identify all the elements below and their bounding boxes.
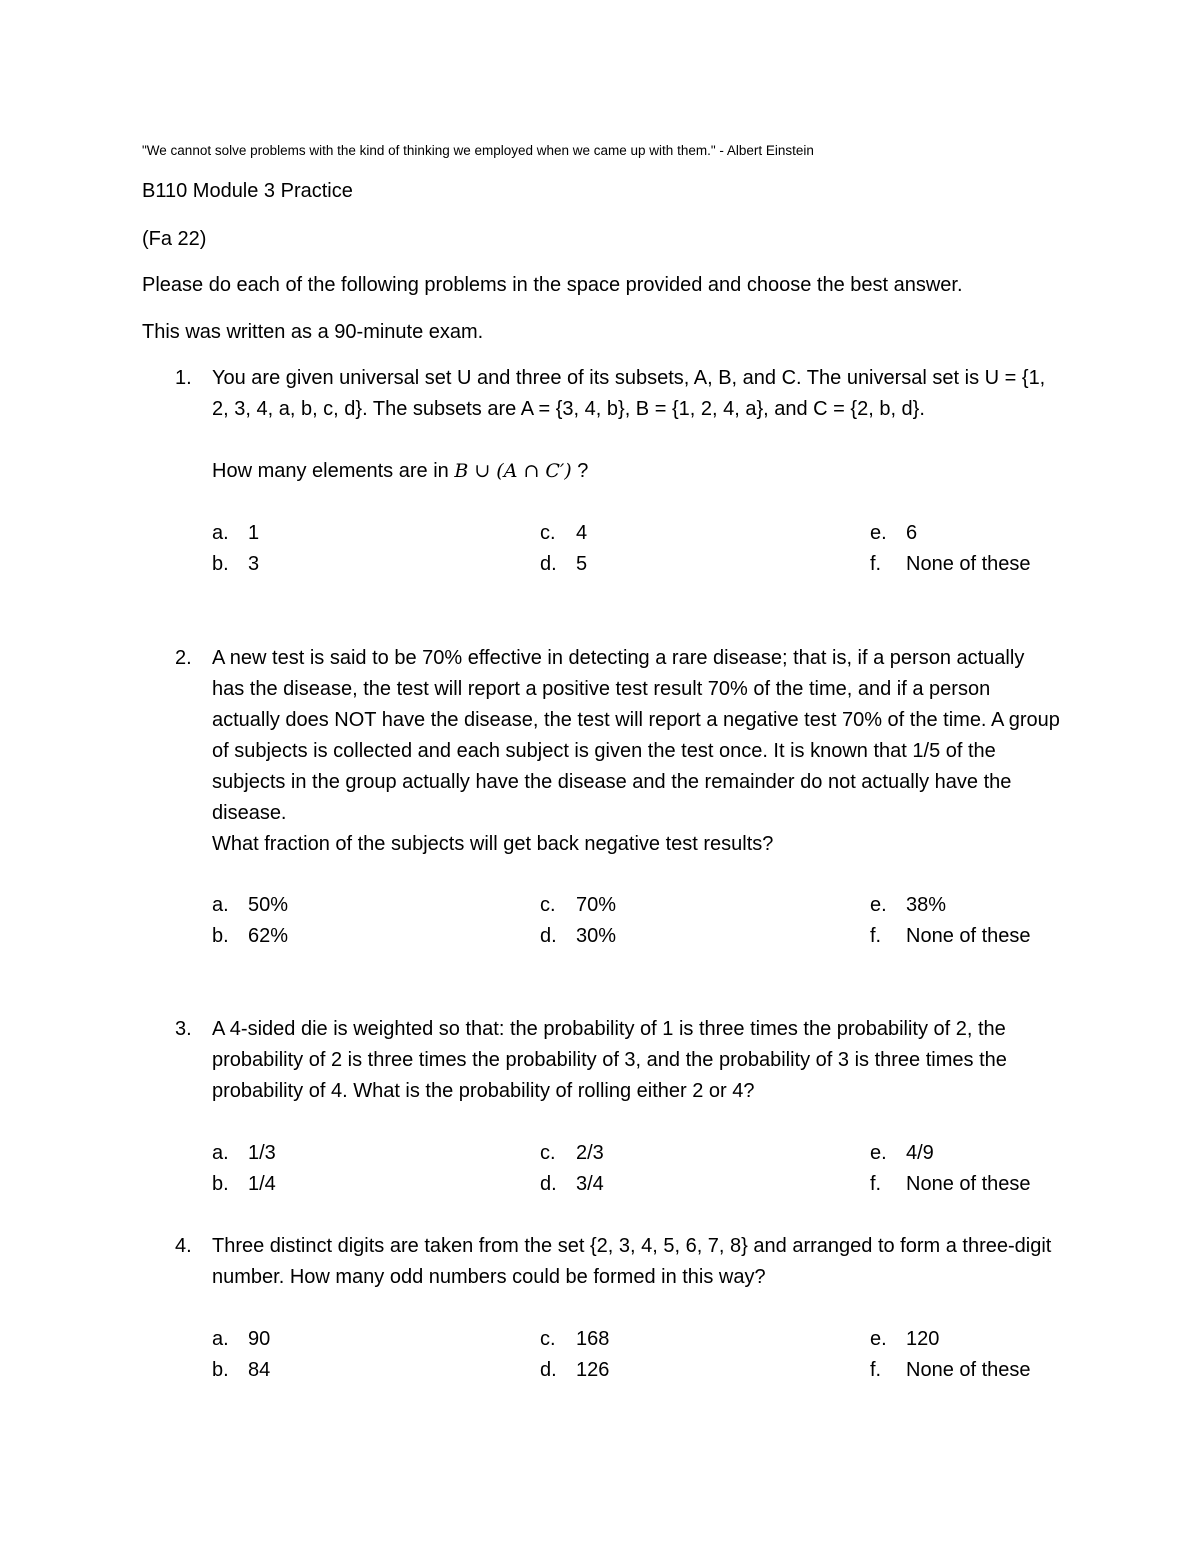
option-value: 168 — [576, 1328, 610, 1350]
option-letter: d. — [540, 553, 557, 575]
option-letter: a. — [212, 522, 229, 544]
q1-option-e[interactable] — [870, 522, 917, 545]
option-value: 90 — [248, 1328, 271, 1350]
q2-option-d[interactable] — [540, 925, 616, 948]
question-4-text — [212, 1231, 1062, 1293]
option-letter: c. — [540, 1328, 556, 1350]
question-3-body: A 4-sided die is weighted so that: the probability of 1 is three times the probability of 2, the probability of 2 is three times the probability of 3, and the probability of 3 is three times the probability of 4. What is the probability of rolling either 2 or 4? — [212, 1018, 1007, 1102]
q4-option-b[interactable] — [212, 1359, 270, 1382]
option-value: None of these — [906, 1359, 1031, 1381]
option-letter: d. — [540, 925, 557, 947]
option-value: 84 — [248, 1359, 271, 1381]
q4-option-f[interactable] — [870, 1359, 1031, 1382]
option-letter: f. — [870, 553, 882, 575]
option-letter: a. — [212, 1328, 229, 1350]
question-3-number: 3. — [175, 1018, 192, 1040]
option-value: 38% — [906, 894, 947, 916]
q2-option-b[interactable] — [212, 925, 288, 948]
q1-option-d[interactable] — [540, 553, 587, 576]
option-letter: b. — [212, 925, 229, 947]
option-letter: e. — [870, 894, 887, 916]
q3-option-e[interactable] — [870, 1142, 934, 1165]
question-2-number: 2. — [175, 647, 192, 669]
question-2-body: A new test is said to be 70% effective in detecting a rare disease; that is, if a person actually has the disease, the test will report a positive test result 70% of the time, and if a person actually does NOT have the disease, the test will report a negative test 70% of the time. A group of subjects is collected and each subject is given the test once. It is known that 1/5 of the subjects in the group actually have the disease and the remainder do not actually have the disease. — [212, 647, 1060, 824]
q4-option-d[interactable] — [540, 1359, 609, 1382]
option-letter: b. — [212, 553, 229, 575]
q1-option-c[interactable] — [540, 522, 587, 545]
q1-option-b[interactable] — [212, 553, 259, 576]
option-letter: e. — [870, 1328, 887, 1350]
term-label: (Fa 22) — [142, 228, 207, 250]
q4-option-a[interactable] — [212, 1328, 270, 1351]
option-letter: b. — [212, 1173, 229, 1195]
question-4-number: 4. — [175, 1235, 192, 1257]
instructions: Please do each of the following problems in the space provided and choose the best answer. — [142, 274, 963, 296]
option-value: 126 — [576, 1359, 610, 1381]
option-value: None of these — [906, 925, 1031, 947]
option-value: 50% — [248, 894, 289, 916]
q3-option-c[interactable] — [540, 1142, 604, 1165]
q3-option-d[interactable] — [540, 1173, 604, 1196]
q4-option-e[interactable] — [870, 1328, 939, 1351]
option-value: 70% — [576, 894, 617, 916]
question-2-prompt: What fraction of the subjects will get back negative test results? — [212, 833, 774, 855]
question-1-number: 1. — [175, 367, 192, 389]
option-value: 2/3 — [576, 1142, 604, 1164]
option-letter: e. — [870, 522, 887, 544]
set-expression: B ∪ (A ∩ C′) — [454, 460, 572, 482]
q1-option-a[interactable] — [212, 522, 259, 545]
option-value: 6 — [906, 522, 918, 544]
question-3-text — [212, 1014, 1062, 1107]
option-letter: c. — [540, 522, 556, 544]
exam-note: This was written as a 90-minute exam. — [142, 321, 484, 343]
q1-option-f[interactable] — [870, 553, 1031, 576]
q2-option-c[interactable] — [540, 894, 616, 917]
option-letter: d. — [540, 1359, 557, 1381]
option-value: 4/9 — [906, 1142, 934, 1164]
option-letter: a. — [212, 1142, 229, 1164]
question-1-body: You are given universal set U and three of its subsets, A, B, and C. The universal set is U = {1, 2, 3, 4, a, b, c, d}. The subsets are A = {3, 4, b}, B = {1, 2, 4, a}, and C = {2, b, d}. — [212, 367, 1046, 420]
option-letter: d. — [540, 1173, 557, 1195]
q4-option-c[interactable] — [540, 1328, 609, 1351]
option-value: 4 — [576, 522, 588, 544]
option-letter: e. — [870, 1142, 887, 1164]
option-value: 30% — [576, 925, 617, 947]
q3-option-f[interactable] — [870, 1173, 1031, 1196]
q2-option-f[interactable] — [870, 925, 1031, 948]
option-value: None of these — [906, 553, 1031, 575]
option-letter: f. — [870, 925, 882, 947]
question-1-prompt-suffix: ? — [571, 460, 589, 482]
option-letter: b. — [212, 1359, 229, 1381]
option-value: 120 — [906, 1328, 940, 1350]
option-letter: a. — [212, 894, 229, 916]
q3-option-b[interactable] — [212, 1173, 276, 1196]
option-letter: c. — [540, 894, 556, 916]
option-value: 62% — [248, 925, 289, 947]
page-title: B110 Module 3 Practice — [142, 180, 353, 202]
q3-option-a[interactable] — [212, 1142, 276, 1165]
question-4-body: Three distinct digits are taken from the set {2, 3, 4, 5, 6, 7, 8} and arranged to form a three-digit number. How many odd numbers could be formed in this way? — [212, 1235, 1052, 1288]
question-2-text — [212, 643, 1062, 860]
option-value: 3/4 — [576, 1173, 604, 1195]
einstein-quote: "We cannot solve problems with the kind of thinking we employed when we came up with them." - Albert Einstein — [142, 143, 814, 158]
question-1-prompt — [212, 456, 1062, 487]
option-letter: f. — [870, 1359, 882, 1381]
question-1-prompt-prefix: How many elements are in — [212, 460, 455, 482]
option-value: 1/4 — [248, 1173, 276, 1195]
option-value: None of these — [906, 1173, 1031, 1195]
option-value: 1/3 — [248, 1142, 276, 1164]
option-value: 1 — [248, 522, 260, 544]
question-1-text — [212, 363, 1062, 487]
q2-option-e[interactable] — [870, 894, 946, 917]
option-letter: c. — [540, 1142, 556, 1164]
q2-option-a[interactable] — [212, 894, 288, 917]
option-value: 3 — [248, 553, 260, 575]
option-value: 5 — [576, 553, 588, 575]
option-letter: f. — [870, 1173, 882, 1195]
